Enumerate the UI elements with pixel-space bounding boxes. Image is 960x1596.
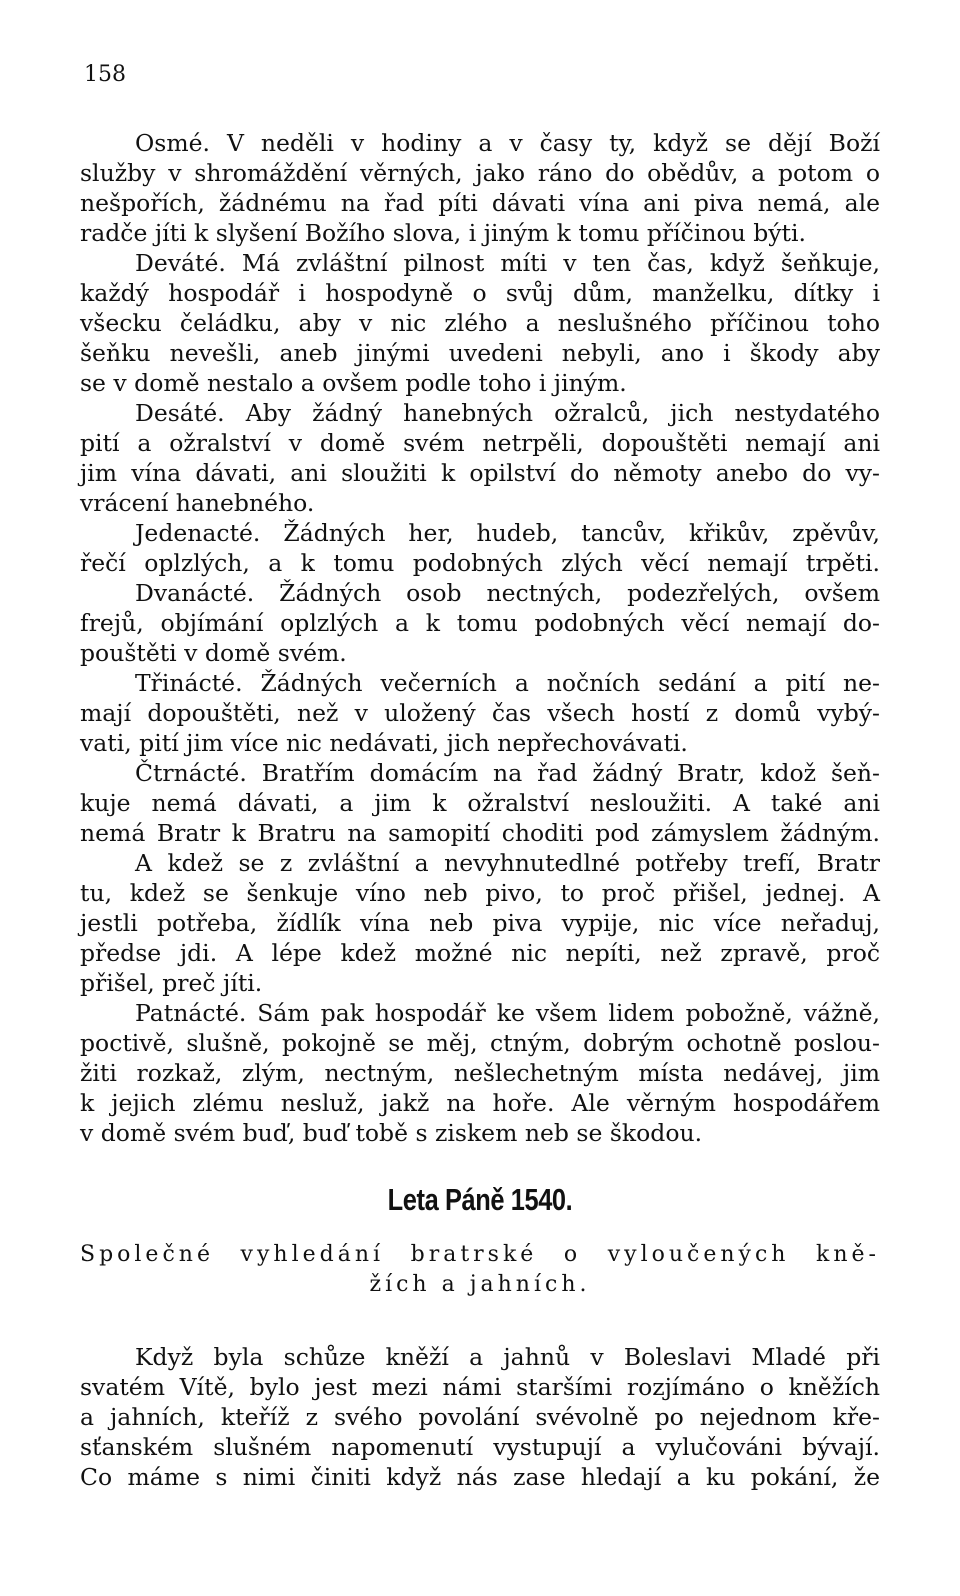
paragraph-line: v domě svém buď, buď tobě s ziskem neb se škodou. xyxy=(80,1119,703,1147)
paragraph-line: kuje nemá dávati, a jim k ožralství nesloužiti. A také ani xyxy=(80,789,880,817)
paragraph-line: mají dopouštěti, než v uložený čas všech hostí z domů vybý- xyxy=(80,699,880,727)
paragraph-line: nemá Bratr k Bratru na samopití choditi pod zámyslem žádným. xyxy=(80,819,880,847)
section-heading: Leta Páně 1540. xyxy=(387,1182,573,1217)
paragraph-line: pouštěti v domě svém. xyxy=(80,639,347,667)
page-number: 158 xyxy=(84,62,126,87)
paragraph-line: a jahních, kteříž z svého povolání svévolně po nejednom kře- xyxy=(80,1403,880,1431)
paragraph-line: nešpořích, žádnému na řad píti dávati vína ani piva nemá, ale xyxy=(80,189,880,217)
paragraph-line: Dvanácté. Žádných osob nectných, podezřelých, ovšem xyxy=(135,579,880,607)
paragraph-line: pití a ožralství v domě svém netrpěli, dopouštěti nemají ani xyxy=(80,429,880,457)
paragraph-line: vati, pití jim více nic nedávati, jich nepřechovávati. xyxy=(80,729,688,757)
paragraph-line: přišel, preč jíti. xyxy=(80,969,263,997)
paragraph-line: poctivě, slušně, pokojně se měj, ctným, dobrým ochotně poslou- xyxy=(80,1029,880,1057)
paragraph-line: Co máme s nimi činiti když nás zase hledají a ku pokání, že xyxy=(80,1463,880,1491)
paragraph-line: tu, kdež se šenkuje víno neb pivo, to proč přišel, jednej. A xyxy=(80,879,880,907)
paragraph-line: služby v shromáždění věrných, jako ráno do obědův, a potom o xyxy=(80,159,880,187)
section-title xyxy=(80,1240,880,1300)
paragraph-line: k jejich zlému nesluž, jakž na hoře. Ale věrným hospodářem xyxy=(80,1089,880,1117)
section-title-line: Společné vyhledání bratrské o vyloučených kně- xyxy=(80,1242,880,1267)
paragraph-line: jestli potřeba, žídlík vína neb piva vypije, nic více neřaduj, xyxy=(80,909,880,937)
paragraph-line: se v domě nestalo a ovšem podle toho i jiným. xyxy=(80,369,627,397)
paragraph-line: sťanském slušném napomenutí vystupují a vylučováni bývají. xyxy=(80,1433,880,1461)
paragraph-line: Desáté. Aby žádný hanebných ožralců, jich nestydatého xyxy=(135,399,880,427)
paragraph-line: žiti rozkaž, zlým, nectným, nešlechetným místa nedávej, jim xyxy=(80,1059,880,1087)
paragraph-line: Třinácté. Žádných večerních a nočních sedání a pití ne- xyxy=(135,669,880,697)
paragraph-line: řečí oplzlých, a k tomu podobných zlých věcí nemají trpěti. xyxy=(80,549,880,577)
paragraph-line: Když byla schůze kněží a jahnů v Boleslavi Mladé při xyxy=(135,1343,880,1371)
paragraph-line: frejů, objímání oplzlých a k tomu podobných věcí nemají do- xyxy=(80,609,880,637)
paragraph-line: vrácení hanebného. xyxy=(80,489,315,517)
paragraph-line: každý hospodář i hospodyně o svůj dům, manželku, dítky i xyxy=(80,279,880,307)
paragraph-line: šeňku nevešli, aneb jinými uvedeni nebyli, ano i škody aby xyxy=(80,339,880,367)
paragraph-line: Čtrnácté. Bratřím domácím na řad žádný Bratr, kdož šeň- xyxy=(135,759,880,787)
paragraph-line: Deváté. Má zvláštní pilnost míti v ten čas, když šeňkuje, xyxy=(135,249,880,277)
paragraph-line: předse jdi. A lépe kdež možné nic nepíti, než zpravě, proč xyxy=(80,939,880,967)
paragraph-line: radče jíti k slyšení Božího slova, i jiným k tomu příčinou býti. xyxy=(80,219,806,247)
paragraph-line: jim vína dávati, ani sloužiti k opilství do němoty anebo do vy- xyxy=(80,459,880,487)
paragraph-line: všecku čeládku, aby v nic zlého a neslušného příčinou toho xyxy=(80,309,880,337)
section-title-line: žích a jahních. xyxy=(369,1272,591,1297)
paragraph-line: svatém Vítě, bylo jest mezi námi staršími rozjímáno o kněžích xyxy=(80,1373,880,1401)
paragraph-line: Jedenacté. Žádných her, hudeb, tancův, křikův, zpěvův, xyxy=(135,519,880,547)
paragraph-line: A kdež se z zvláštní a nevyhnutedlné potřeby trefí, Bratr xyxy=(135,849,880,877)
paragraph-line: Patnácté. Sám pak hospodář ke všem lidem pobožně, vážně, xyxy=(135,999,880,1027)
body-text xyxy=(80,128,880,1148)
closing-paragraph xyxy=(80,1342,880,1492)
paragraph-line: Osmé. V neděli v hodiny a v časy ty, když se dějí Boží xyxy=(135,129,880,157)
